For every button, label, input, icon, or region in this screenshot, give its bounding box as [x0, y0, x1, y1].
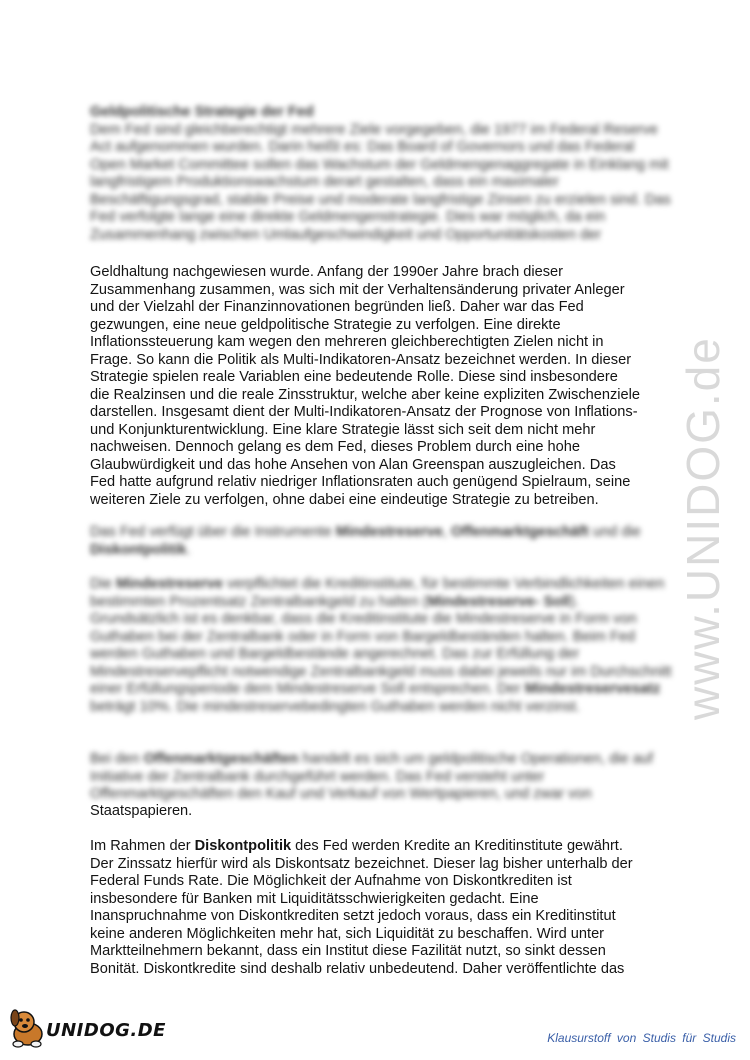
footer-slogan: Klausurstoff von Studis für Studis: [547, 1031, 736, 1045]
text-span: Bei den: [90, 751, 144, 767]
bold-term: Mindestreserve: [335, 524, 443, 540]
text-line: Federal Funds Rate. Die Möglichkeit der Aufnahme von Diskontkrediten ist: [90, 873, 572, 889]
text-line: darstellen. Insgesamt dient der Multi-Indikatoren-Ansatz der Prognose von Inflations-: [90, 404, 638, 420]
unidog-logo: [4, 1004, 166, 1054]
text-line: Marktteilnehmern bekannt, dass ein Institut diese Fazilität nutzt, so sinkt dessen: [90, 943, 606, 959]
text-line: insbesondere für Banken mit Liquiditätsschwierigkeiten gedacht. Eine: [90, 890, 539, 907]
text-span: .: [186, 541, 191, 558]
logo-text: UNIDOG.DE: [46, 1020, 166, 1041]
text-span: Das Fed verfügt über die Instrumente: [90, 524, 336, 540]
bold-term: Offenmarktgeschäften: [143, 751, 299, 767]
text-span: und die: [588, 524, 641, 540]
text-line: gezwungen, eine neue geldpolitische Strategie zu verfolgen. Eine direkte: [90, 316, 561, 333]
text-line: und Konjunkturentwicklung. Eine klare Strategie lässt sich seit dem nicht mehr: [90, 421, 596, 438]
bold-term: Diskontpolitik: [90, 541, 187, 558]
text-line: Glaubwürdigkeit und das hohe Ansehen von Alan Greenspan auszugleichen. Das: [90, 456, 616, 473]
text-line: Fed hatte aufgrund relativ niedriger Inflationsraten auch genügend Spielraum, seine: [90, 474, 631, 490]
section-offenmarkt-clear: [90, 803, 672, 821]
section-mindestreserve: [90, 576, 672, 716]
text-span: handelt es sich um geldpolitische Operationen, die auf Initiative der Zentralbank durchgeführt werden. Das Fed versteht unter Offenmarktgeschäften den Kauf und Verkauf von Wertpapieren, und zwar von: [90, 751, 653, 802]
text-line: Geldhaltung nachgewiesen wurde. Anfang der 1990er Jahre brach dieser: [90, 264, 563, 280]
text-span: Im Rahmen der: [90, 838, 195, 854]
text-line: Strategie spielen reale Variablen eine bedeutende Rolle. Diese sind insbesondere: [90, 369, 618, 385]
text-line: Inflationssteuerung kam wegen den mehreren gleichberechtigten Zielen nicht in: [90, 334, 604, 350]
bold-term: Diskontpolitik: [194, 838, 292, 854]
section-strategy-blurred: [90, 104, 672, 244]
text-line: Bonität. Diskontkredite sind deshalb relativ unbedeutend. Daher veröffentlichte das: [90, 960, 625, 977]
watermark: www.UNIDOG.de: [677, 336, 729, 720]
text-span: ,: [442, 524, 451, 540]
text-line: weiteren Ziele zu verfolgen, ohne dabei eine eindeutige Strategie zu betreiben.: [90, 491, 599, 508]
bold-term: Mindestreserve: [115, 576, 224, 592]
text-line: Zusammenhang zusammen, was sich mit der Verhaltensänderung privater Anleger: [90, 281, 625, 298]
section-heading: Geldpolitische Strategie der Fed: [90, 104, 314, 120]
text-span: des Fed werden Kredite an Kreditinstitute gewährt.: [291, 838, 623, 854]
text-line: Frage. So kann die Politik als Multi-Indikatoren-Ansatz bezeichnet werden. In dieser: [90, 351, 632, 368]
section-strategy-clear: [90, 264, 672, 509]
bold-term: Mindestreservesatz: [524, 681, 661, 697]
text-line: Inanspruchnahme von Diskontkrediten setzt jedoch voraus, dass ein Kreditinstitut: [90, 908, 616, 924]
text-line: Der Zinssatz hierfür wird als Diskontsatz bezeichnet. Dieser lag bisher unterhalb der: [90, 855, 633, 872]
text-line: keine anderen Möglichkeiten mehr hat, sich Liquidität zu beschaffen. Wird unter: [90, 925, 605, 942]
text-span: ). Grundsätzlich ist es denkbar, dass die Kreditinstitute die Mindestreserve in Form von Guthaben bei der Zentralbank oder in Form von Bargeldbeständen halten. Beim Fed werden Guthaben und Bargeldbestände angerechnet. Das zur Erfüllung der Mindestreservepflicht notwendige Zentralbankgeld muss dabei jeweils nur im Durchschnitt einer Erfüllungsperiode dem Mindestreserve Soll entsprechen. Der: [90, 593, 672, 697]
text-span: verpflichtet die Kreditinstitute, für bestimmte Verbindlichkeiten einen bestimmten Prozentsatz Zentralbankgeld zu halten (: [90, 576, 665, 610]
section-diskontpolitik: [90, 838, 672, 978]
text-line: nachweisen. Dennoch gelang es dem Fed, dieses Problem durch eine hohe: [90, 439, 581, 455]
mindestreserve-paragraph: [90, 576, 672, 716]
section-offenmarkt-blurred: [90, 751, 672, 804]
dog-icon: [4, 1004, 52, 1052]
offenmarkt-paragraph: [90, 751, 672, 804]
blurred-paragraph: Dem Fed sind gleichberechtigt mehrere Ziele vorgegeben, die 1977 im Federal Reserve Act aufgenommen wurden. Darin heißt es: Das Board of Governors und das Federal Open Market Committee sollen das Wachstum der Geldmengenaggregate in Einklang mit langfristigem Produktionswachstum derart gestalten, dass ein maximaler Beschäftigungsgrad, stabile Preise und moderate langfristige Zinsen zu erzielen sind. Das Fed verfolgte lange eine direkte Geldmengenstrategie. Dies war möglich, da ein Zusammenhang zwischen Umlaufgeschwindigkeit und Opportunitätskosten der: [90, 121, 671, 243]
bold-term: Mindestreserve- Soll: [427, 593, 571, 610]
bold-term: Offenmarktgeschäft: [450, 524, 589, 540]
text-line: und der Vielzahl der Finanzinnovationen begründen ließ. Daher war das Fed: [90, 299, 584, 315]
section-instruments: [90, 524, 672, 559]
text-line: [90, 838, 672, 856]
text-line: Staatspapieren.: [90, 803, 193, 819]
instruments-paragraph: [90, 524, 672, 559]
text-line: die Realzinsen und die reale Zinsstruktur, welche aber keine expliziten Zwischenziele: [90, 386, 640, 403]
text-span: beträgt 10%. Die mindestreservebedingten Guthaben werden nicht verzinst.: [90, 698, 580, 715]
text-span: Die: [90, 576, 116, 592]
